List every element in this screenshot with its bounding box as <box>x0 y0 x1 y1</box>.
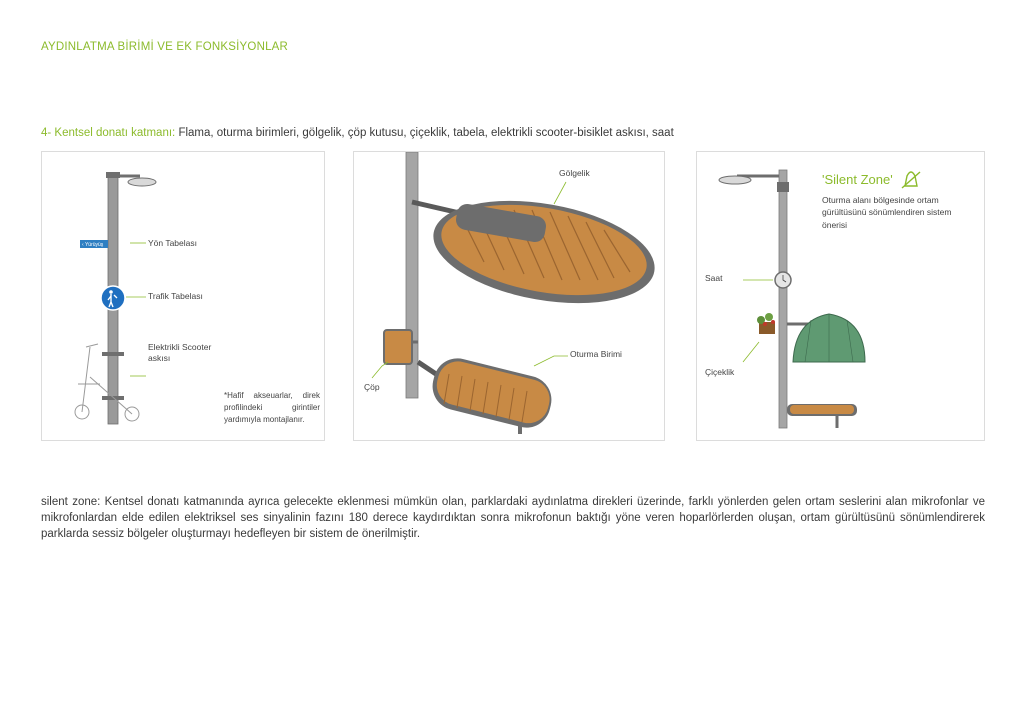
lamp-head <box>128 178 156 186</box>
label-scooter-hanger: Elektrikli Scooter askısı <box>148 342 212 364</box>
seat-wood <box>790 405 854 414</box>
scooter-hook-top <box>102 352 124 356</box>
silent-zone-title: 'Silent Zone' <box>822 172 893 187</box>
label-canopy: Gölgelik <box>559 168 590 178</box>
lamp-bracket <box>777 182 789 192</box>
label-planter: Çiçeklik <box>705 367 735 377</box>
seat-arm <box>418 362 436 374</box>
label-traffic-sign: Trafik Tabelası <box>148 291 203 301</box>
page-title: AYDINLATMA BİRİMİ VE EK FONKSİYONLAR <box>41 41 289 53</box>
leader-line <box>743 342 759 362</box>
leader-line <box>554 182 566 204</box>
pedestrian-icon <box>109 290 113 294</box>
flower <box>763 322 767 326</box>
mounting-note: *Hafif akseuarlar, direk profilindeki girintiler yardımıyla montajlanır. <box>224 391 320 424</box>
leader-line <box>534 356 568 366</box>
plant-foliage <box>765 313 773 321</box>
layer-items: Flama, oturma birimleri, gölgelik, çöp kutusu, çiçeklik, tabela, elektrikli scooter-bisiklet askısı, saat <box>175 127 674 139</box>
panel-seating-canopy <box>353 151 665 441</box>
label-clock: Saat <box>705 273 723 283</box>
label-direction-sign: Yön Tabelası <box>148 238 197 248</box>
lamp-bracket <box>106 172 120 178</box>
seating-canopy-illustration <box>354 152 665 441</box>
flower <box>771 320 775 324</box>
silent-zone-description: Oturma alanı bölgesinde ortam gürültüsünü sönümlendiren sistem önerisi <box>822 195 952 230</box>
layer-prefix: 4- Kentsel donatı katmanı: <box>41 127 176 139</box>
direction-sign-text: ‹ Yürüyüş <box>82 242 104 248</box>
pole <box>779 170 787 428</box>
panel-silent-zone <box>696 151 985 441</box>
lamp-head <box>719 176 751 184</box>
layer-description <box>41 127 674 139</box>
label-seat: Oturma Birimi <box>570 349 622 359</box>
trash-bin <box>384 330 412 364</box>
panel-pole-accessories <box>41 151 325 441</box>
silent-zone-paragraph: silent zone: Kentsel donatı katmanında ayrıca gelecekte eklenmesi mümkün olan, parklardaki aydınlatma direkleri üzerinde, farklı yönlerden gelen ortam seslerini alan mikrofonlar ve mikrofonlardan elde edilen elektriksel ses sinyalinin fazını 180 derece kaydırdıktan sonra mikrofonun baktığı yöne veren hoparlörlerden oluşan, ortam gürültüsünü sönümlendirerek parklarda sessiz bölgeler oluşturmayı hedefleyen bir sistem de önerilmiştir. <box>41 496 985 540</box>
label-bin: Çöp <box>364 382 380 392</box>
silent-bell-icon <box>902 172 920 188</box>
